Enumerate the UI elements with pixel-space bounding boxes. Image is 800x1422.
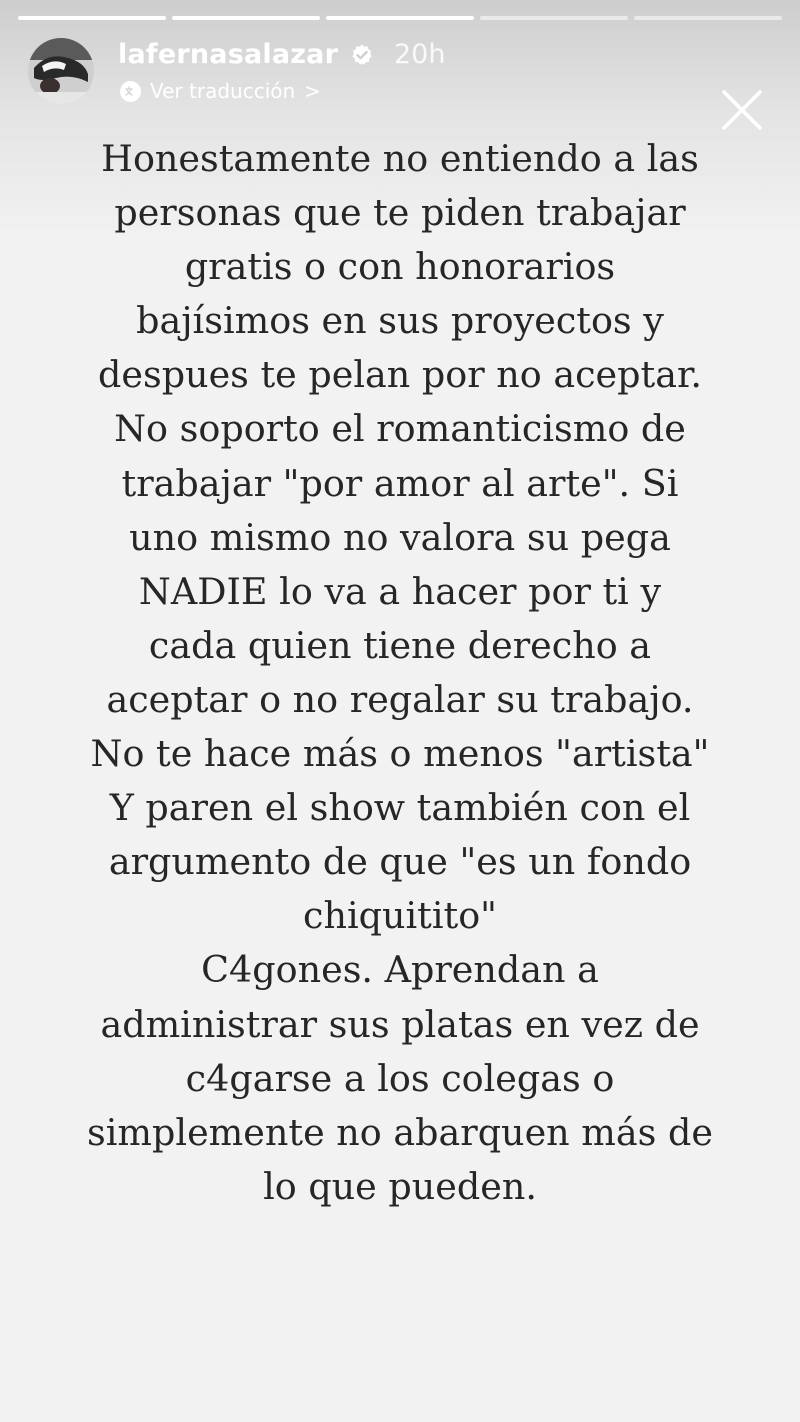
translate-icon xyxy=(120,81,141,102)
see-translation-label: Ver traducción xyxy=(150,79,296,103)
story-text-line: No soporto el romanticismo de xyxy=(114,407,686,451)
progress-segment xyxy=(634,16,782,20)
verified-badge-icon xyxy=(350,43,374,67)
story-text-line: C4gones. Aprendan a xyxy=(201,948,599,992)
story-text-line: bajísimos en sus proyectos y xyxy=(136,299,664,343)
story-text-line: NADIE lo va a hacer por ti y xyxy=(138,569,662,613)
progress-segment xyxy=(18,16,166,20)
progress-segment xyxy=(172,16,320,20)
progress-segment xyxy=(480,16,628,20)
story-text-line: aceptar o no regalar su trabajo. xyxy=(106,677,694,721)
story-text-line: lo que pueden. xyxy=(263,1164,537,1208)
story-text-line: chiquitito" xyxy=(303,894,497,938)
story-text-line: uno mismo no valora su pega xyxy=(129,515,671,559)
story-text-line: gratis o con honorarios xyxy=(184,245,616,289)
story-text-line: Y paren el show también con el xyxy=(109,786,691,830)
chevron-right-icon: > xyxy=(304,79,321,103)
story-text-line: personas que te piden trabajar xyxy=(114,191,686,235)
profile-photo-icon[interactable] xyxy=(28,38,94,104)
post-time: 20h xyxy=(394,39,446,70)
story-header xyxy=(28,38,782,108)
story-text-line: trabajar "por amor al arte". Si xyxy=(121,461,679,505)
username[interactable]: lafernasalazar xyxy=(118,39,339,70)
story-text-line: despues te pelan por no aceptar. xyxy=(98,353,702,397)
story-text xyxy=(40,132,760,1214)
see-translation-link[interactable] xyxy=(120,78,321,104)
story-text-line: Honestamente no entiendo a las xyxy=(101,137,699,180)
story-text-line: c4garse a los colegas o xyxy=(185,1056,615,1100)
story-text-line: No te hace más o menos "artista" xyxy=(90,732,710,776)
progress-segment xyxy=(326,16,474,20)
story-text-line: administrar sus platas en vez de xyxy=(100,1002,700,1046)
story-progress-bar xyxy=(18,16,782,20)
close-icon[interactable] xyxy=(720,88,764,132)
story-text-line: simplemente no abarquen más de xyxy=(87,1110,713,1154)
story-text-line: argumento de que "es un fondo xyxy=(108,840,692,884)
story-text-line: cada quien tiene derecho a xyxy=(148,623,652,667)
